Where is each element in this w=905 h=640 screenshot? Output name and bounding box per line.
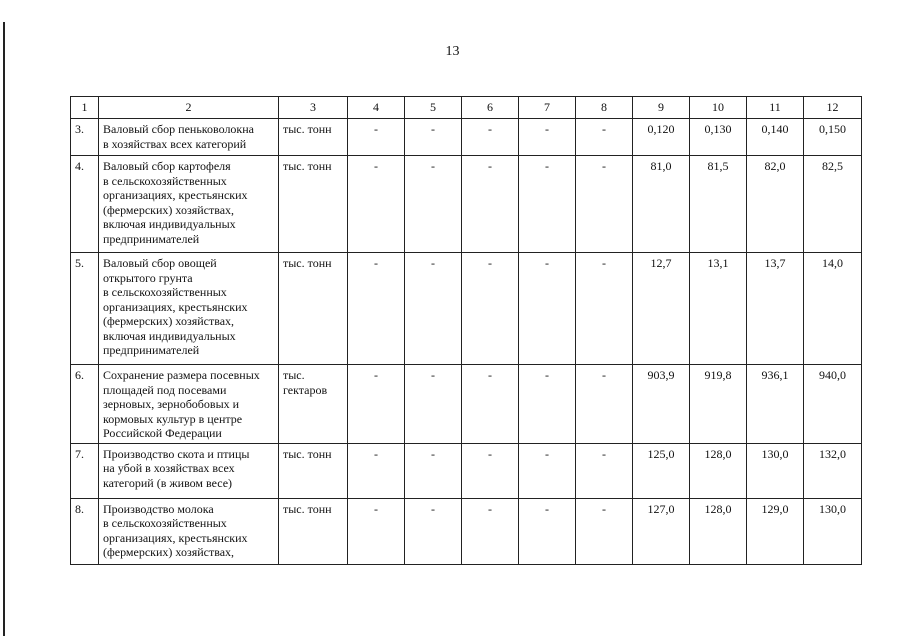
empty-value-cell: - [462,119,519,156]
value-cell: 127,0 [633,498,690,564]
table-row [71,498,862,564]
empty-value-cell: - [462,498,519,564]
unit-cell: тыс. тонн [279,443,348,498]
empty-value-cell: - [519,253,576,365]
indicator-name-cell: Валовый сбор картофеля в сельскохозяйственных организациях, крестьянских (фермерских) хозяйствах, включая индивидуальных предпринимателей [99,156,279,253]
row-number-cell: 4. [71,156,99,253]
value-cell: 129,0 [747,498,804,564]
value-cell: 128,0 [690,443,747,498]
indicators-table [70,96,862,565]
value-cell: 81,5 [690,156,747,253]
row-number-cell: 7. [71,443,99,498]
unit-cell: тыс. тонн [279,119,348,156]
empty-value-cell: - [462,253,519,365]
empty-value-cell: - [519,156,576,253]
empty-value-cell: - [348,443,405,498]
empty-value-cell: - [462,443,519,498]
empty-value-cell: - [405,443,462,498]
indicator-name-cell: Валовый сбор пеньковолокна в хозяйствах всех категорий [99,119,279,156]
value-cell: 936,1 [747,365,804,444]
column-header: 8 [576,97,633,119]
empty-value-cell: - [462,365,519,444]
empty-value-cell: - [576,253,633,365]
empty-value-cell: - [348,365,405,444]
value-cell: 12,7 [633,253,690,365]
table-header-row [71,97,862,119]
column-header: 1 [71,97,99,119]
value-cell: 128,0 [690,498,747,564]
empty-value-cell: - [519,365,576,444]
column-header: 2 [99,97,279,119]
empty-value-cell: - [576,365,633,444]
value-cell: 14,0 [804,253,862,365]
empty-value-cell: - [576,498,633,564]
value-cell: 82,0 [747,156,804,253]
empty-value-cell: - [519,443,576,498]
column-header: 11 [747,97,804,119]
value-cell: 0,140 [747,119,804,156]
column-header: 10 [690,97,747,119]
value-cell: 81,0 [633,156,690,253]
column-header: 9 [633,97,690,119]
value-cell: 130,0 [747,443,804,498]
value-cell: 903,9 [633,365,690,444]
value-cell: 130,0 [804,498,862,564]
value-cell: 0,130 [690,119,747,156]
value-cell: 919,8 [690,365,747,444]
page-number: 13 [445,44,460,59]
value-cell: 0,150 [804,119,862,156]
empty-value-cell: - [576,156,633,253]
empty-value-cell: - [405,365,462,444]
empty-value-cell: - [519,498,576,564]
column-header: 7 [519,97,576,119]
value-cell: 940,0 [804,365,862,444]
empty-value-cell: - [576,119,633,156]
empty-value-cell: - [348,253,405,365]
value-cell: 125,0 [633,443,690,498]
empty-value-cell: - [405,498,462,564]
empty-value-cell: - [576,443,633,498]
table-row [71,253,862,365]
value-cell: 82,5 [804,156,862,253]
column-header: 3 [279,97,348,119]
empty-value-cell: - [405,119,462,156]
unit-cell: тыс. тонн [279,156,348,253]
value-cell: 13,7 [747,253,804,365]
indicator-name-cell: Производство скота и птицы на убой в хозяйствах всех категорий (в живом весе) [99,443,279,498]
row-number-cell: 6. [71,365,99,444]
unit-cell: тыс. тонн [279,498,348,564]
empty-value-cell: - [348,119,405,156]
empty-value-cell: - [405,156,462,253]
empty-value-cell: - [462,156,519,253]
column-header: 12 [804,97,862,119]
empty-value-cell: - [348,156,405,253]
table-row [71,119,862,156]
column-header: 6 [462,97,519,119]
value-cell: 13,1 [690,253,747,365]
unit-cell: тыс. гектаров [279,365,348,444]
column-header: 4 [348,97,405,119]
indicator-name-cell: Сохранение размера посевных площадей под посевами зерновых, зернобобовых и кормовых культур в центре Российской Федерации [99,365,279,444]
value-cell: 132,0 [804,443,862,498]
indicator-name-cell: Производство молока в сельскохозяйственных организациях, крестьянских (фермерских) хозяйствах, [99,498,279,564]
table-row [71,443,862,498]
table-row [71,365,862,444]
empty-value-cell: - [405,253,462,365]
margin-line [3,22,5,636]
value-cell: 0,120 [633,119,690,156]
table-row [71,156,862,253]
empty-value-cell: - [519,119,576,156]
indicator-name-cell: Валовый сбор овощей открытого грунта в сельскохозяйственных организациях, крестьянских (фермерских) хозяйствах, включая индивидуальных предпринимателей [99,253,279,365]
row-number-cell: 8. [71,498,99,564]
empty-value-cell: - [348,498,405,564]
row-number-cell: 3. [71,119,99,156]
unit-cell: тыс. тонн [279,253,348,365]
column-header: 5 [405,97,462,119]
row-number-cell: 5. [71,253,99,365]
